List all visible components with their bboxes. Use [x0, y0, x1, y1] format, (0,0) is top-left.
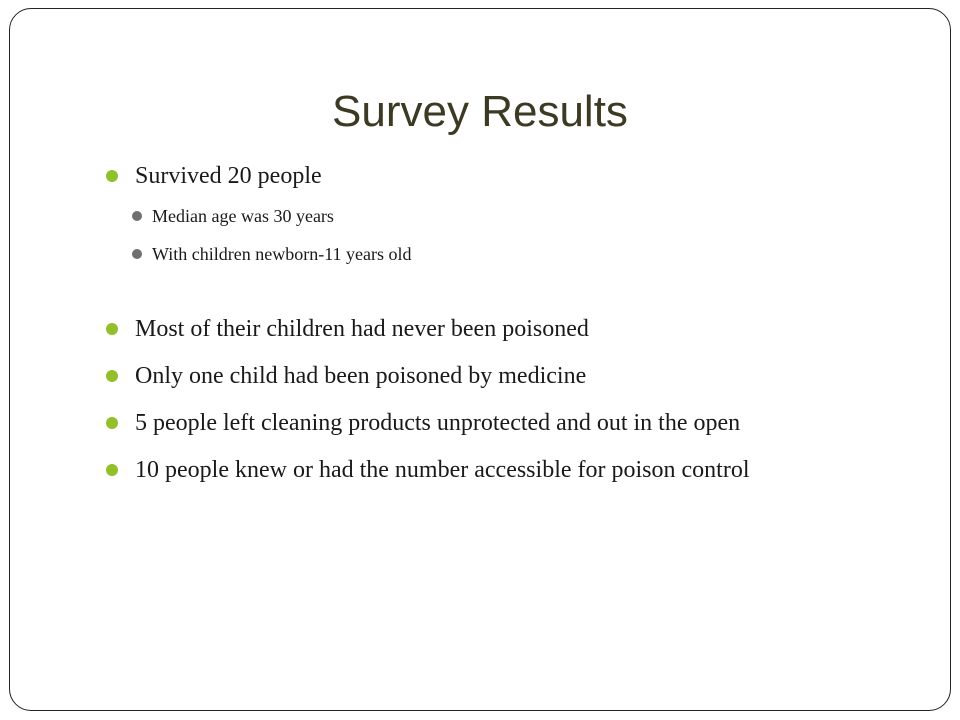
bullet-dot-icon — [106, 170, 118, 182]
bullet-dot-icon — [106, 370, 118, 382]
sub-bullet-text: Median age was 30 years — [152, 206, 334, 226]
bullet-text: Most of their children had never been poisoned — [135, 316, 589, 342]
bullet-item — [100, 360, 890, 392]
bullet-text: 10 people knew or had the number accessible for poison control — [135, 457, 750, 483]
slide-title: Survey Results — [332, 87, 628, 136]
bullet-item — [100, 160, 890, 192]
sub-bullet-text: With children newborn-11 years old — [152, 244, 412, 264]
bullet-dot-icon — [106, 417, 118, 429]
sub-bullet-item — [100, 204, 890, 228]
bullet-dot-icon — [106, 464, 118, 476]
spacer — [100, 280, 890, 313]
bullet-list — [100, 160, 890, 501]
sub-bullet-dot-icon — [132, 249, 142, 259]
bullet-text: Only one child had been poisoned by medicine — [135, 363, 587, 389]
sub-bullet-dot-icon — [132, 211, 142, 221]
bullet-text: Survived 20 people — [135, 163, 322, 189]
sub-bullet-item — [100, 242, 890, 266]
bullet-text: 5 people left cleaning products unprotected and out in the open — [135, 410, 741, 436]
bullet-item — [100, 407, 890, 439]
bullet-item — [100, 313, 890, 345]
bullet-item — [100, 454, 890, 486]
bullet-dot-icon — [106, 323, 118, 335]
